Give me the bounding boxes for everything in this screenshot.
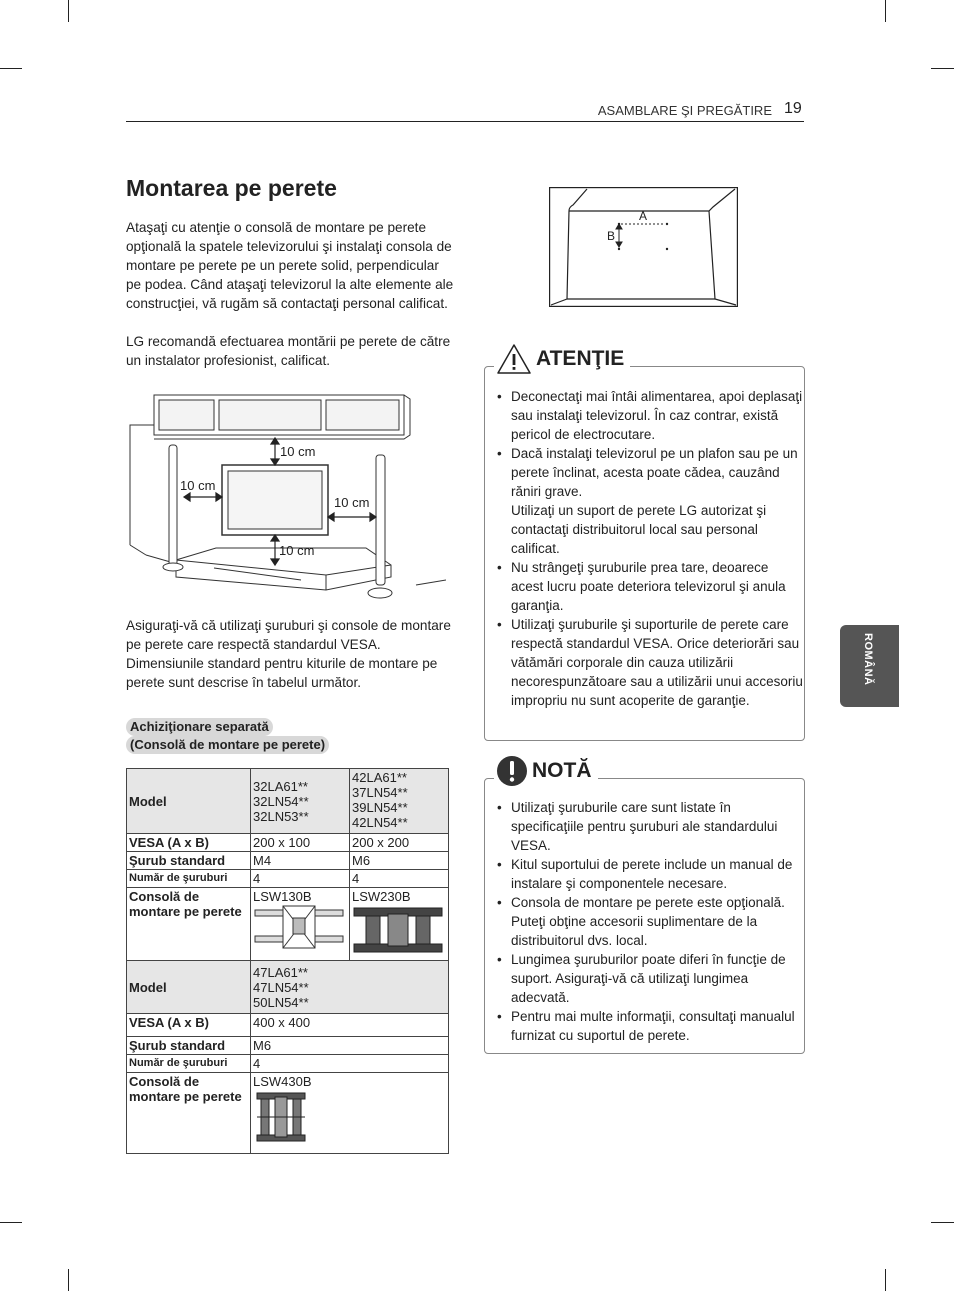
language-side-tab xyxy=(840,625,899,707)
note-heading xyxy=(494,755,598,787)
separate-purchase-badge xyxy=(126,718,329,754)
screw-count-label: Număr de şuruburi xyxy=(127,1055,251,1073)
crop-mark xyxy=(68,0,69,22)
bracket-label: Consolă de montare pe perete xyxy=(127,1073,251,1154)
model-label: Model xyxy=(127,961,251,1014)
model-value: 32LN54** xyxy=(253,793,309,809)
list-item: • Kitul suportului de perete include un manual de instalare şi componentele necesare. xyxy=(485,855,804,893)
recommendation-paragraph: LG recomandă efectuarea montării pe perete de către un instalator profesionist, calificat. xyxy=(126,334,451,368)
vesa-label: VESA (A x B) xyxy=(127,834,251,852)
bracket-model: LSW130B xyxy=(253,889,312,904)
bracket-lsw130b-image xyxy=(253,904,345,950)
caution-box xyxy=(484,366,805,741)
header-rule xyxy=(126,121,804,122)
model-value: 32LA61** xyxy=(253,778,308,794)
list-item xyxy=(485,444,804,558)
list-item: • Pentru mai multe informaţii, consultaţi manualul furnizat cu suportul de perete. xyxy=(485,1007,804,1045)
caution-title: ATENŢIE xyxy=(536,347,625,370)
table-row xyxy=(127,870,449,888)
bracket-lsw230b-image xyxy=(352,904,444,956)
vesa-value: 400 x 400 xyxy=(251,1014,449,1037)
intro-paragraph: Ataşaţi cu atenţie o consolă de montare pe perete opţională la spatele televizorului şi instalaţi consola de montare pe perete pe un perete solid, perpendicular pe podea. Când ataşaţi televizorul la alte elemente ale construcţiei, vă rugăm să contactaţi personal calificat. xyxy=(126,220,454,311)
caution-list xyxy=(485,387,804,710)
list-item: • Nu strângeţi şuruburile prea tare, deoarece acest lucru poate deteriora televizorul şi anula garanţia. xyxy=(485,558,804,615)
model-label: Model xyxy=(127,769,251,834)
screw-label: Şurub standard xyxy=(127,852,251,870)
model-value: 42LA61** xyxy=(352,770,407,785)
screw-label: Şurub standard xyxy=(127,1037,251,1055)
model-value: 42LN54** xyxy=(352,815,408,830)
badge-line-1: Achiziţionare separată xyxy=(126,718,273,736)
model-value: 47LN54** xyxy=(253,979,309,995)
screw-value: M4 xyxy=(251,852,350,870)
table-row xyxy=(127,1073,449,1154)
screw-count-value: 4 xyxy=(251,1055,449,1073)
caution-item-text: Dacă instalaţi televizorul pe un plafon sau pe un perete înclinat, acesta poate cădea, cauzând răniri grave. xyxy=(511,446,798,499)
vesa-value: 200 x 100 xyxy=(251,834,350,852)
table-row xyxy=(127,888,449,961)
note-box xyxy=(484,778,805,1054)
list-item: • Utilizaţi şuruburile care sunt listate în specificaţiile pentru şuruburi ale standardului VESA. xyxy=(485,798,804,855)
exclamation-circle-icon xyxy=(496,755,528,787)
badge-line-2: (Consolă de montare pe perete) xyxy=(126,736,329,754)
crop-mark xyxy=(885,0,886,22)
crop-mark xyxy=(931,68,954,69)
screw-count-value: 4 xyxy=(350,870,449,888)
clearance-left-label: 10 cm xyxy=(180,478,216,493)
screw-value: M6 xyxy=(350,852,449,870)
bracket-cell xyxy=(350,888,449,961)
list-item: • Consola de montare pe perete este opţională. Puteţi obţine accesorii suplimentare de la distribuitorul dvs. local. xyxy=(485,893,804,950)
section-header: ASAMBLARE ŞI PREGĂTIRE xyxy=(597,103,772,118)
screw-count-label: Număr de şuruburi xyxy=(127,870,251,888)
caution-item-extra: Utilizaţi un suport de perete LG autorizat şi contactaţi distribuitorul local sau personal calificat. xyxy=(511,503,767,556)
table-row xyxy=(127,1014,449,1037)
model-value: 39LN54** xyxy=(352,800,408,815)
crop-mark xyxy=(0,68,22,69)
caution-heading xyxy=(494,343,630,375)
warning-triangle-icon xyxy=(496,343,532,375)
model-cell xyxy=(251,961,449,1014)
model-value: 47LA61** xyxy=(253,964,308,980)
bracket-model: LSW230B xyxy=(352,889,411,904)
bracket-cell xyxy=(251,1073,449,1154)
dimension-a-label: A xyxy=(639,209,648,223)
wall-mount-clearance-illustration xyxy=(126,385,446,605)
screw-count-value: 4 xyxy=(251,870,350,888)
crop-mark xyxy=(68,1269,69,1291)
model-value: 37LN54** xyxy=(352,785,408,800)
vesa-dimension-diagram xyxy=(549,187,738,307)
list-item: • Deconectaţi mai întâi alimentarea, apoi deplasaţi sau instalaţi televizorul. În caz contrar, există pericol de electrocutare. xyxy=(485,387,804,444)
bracket-label: Consolă de montare pe perete xyxy=(127,888,251,961)
bracket-model: LSW430B xyxy=(253,1074,312,1089)
clearance-bottom-label: 10 cm xyxy=(279,543,315,558)
bracket-cell xyxy=(251,888,350,961)
list-item: • Lungimea şuruburilor poate diferi în funcţie de suport. Asiguraţi-vă că utilizaţi lungimea adecvată. xyxy=(485,950,804,1007)
vesa-label: VESA (A x B) xyxy=(127,1014,251,1037)
model-cell xyxy=(350,769,449,834)
page-title: Montarea pe perete xyxy=(126,175,337,201)
list-item: • Utilizaţi şuruburile şi suporturile de perete care respectă standardul VESA. Orice deteriorări sau vătămări corporale din cauza utilizării necorespunzătoare sau a utilizării unui accesoriu impropriu nu sunt acoperite de garanţie. xyxy=(485,615,804,710)
clearance-top-label: 10 cm xyxy=(280,444,316,459)
table-row xyxy=(127,1037,449,1055)
table-row xyxy=(127,769,449,834)
vesa-paragraph: Asiguraţi-vă că utilizaţi şuruburi şi console de montare pe perete care respectă standardul VESA. Dimensiunile standard pentru kiturile de montare pe perete sunt descrise în tabelul următor. xyxy=(126,618,451,690)
clearance-right-label: 10 cm xyxy=(334,495,370,510)
table-row xyxy=(127,852,449,870)
table-row xyxy=(127,961,449,1014)
crop-mark xyxy=(0,1222,22,1223)
language-label: ROMÂNĂ xyxy=(862,633,874,686)
note-title: NOTĂ xyxy=(532,759,592,782)
model-value: 32LN53** xyxy=(253,808,309,824)
crop-mark xyxy=(885,1269,886,1291)
vesa-value: 200 x 200 xyxy=(350,834,449,852)
wall-mount-spec-table xyxy=(126,768,449,1154)
screw-value: M6 xyxy=(251,1037,449,1055)
note-list xyxy=(485,798,804,1045)
bracket-lsw430b-image xyxy=(253,1089,309,1145)
table-row xyxy=(127,834,449,852)
dimension-b-label: B xyxy=(607,229,616,243)
table-row xyxy=(127,1055,449,1073)
model-cell xyxy=(251,769,350,834)
model-value: 50LN54** xyxy=(253,994,309,1010)
page-number: 19 xyxy=(784,100,802,117)
crop-mark xyxy=(931,1222,954,1223)
